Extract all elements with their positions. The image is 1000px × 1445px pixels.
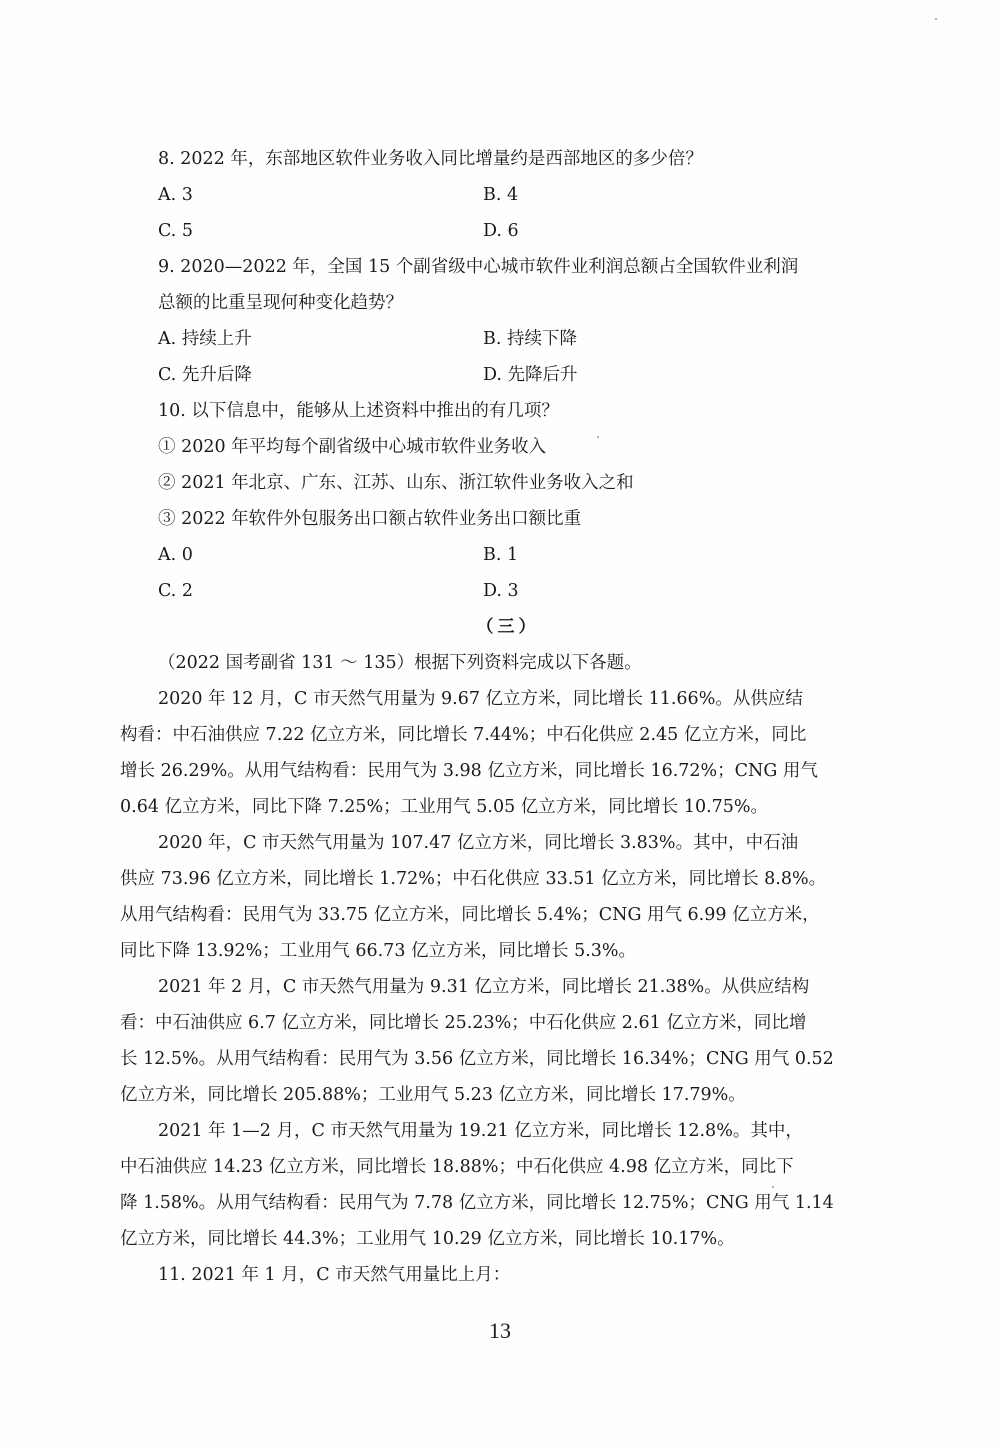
option-d: D. 3 [483,581,519,601]
option-c: C. 先升后降 [158,365,252,385]
passage-line: 从用气结构看：民用气为 33.75 亿立方米，同比增长 5.4%；CNG 用气 6.99 亿立方米， [120,905,820,925]
scan-speck [597,436,599,438]
question-10-stem: 10. 以下信息中，能够从上述资料中推出的有几项？ [158,401,559,421]
option-c: C. 2 [158,581,194,601]
question-10-options-row-2 [158,573,858,609]
question-11-stem: 11. 2021 年 1 月，C 市天然气用量比上月： [158,1265,511,1285]
section-intro: （2022 国考副省 131 ～ 135）根据下列资料完成以下各题。 [158,653,642,673]
option-a: A. 3 [158,185,193,205]
option-b: B. 持续下降 [483,329,577,349]
scan-speck [935,18,937,20]
question-9-stem-line-2: 总额的比重呈现何种变化趋势？ [158,293,403,313]
option-b: B. 1 [483,545,519,565]
passage-2 [120,825,858,969]
question-10-item-2: ② 2021 年北京、广东、江苏、山东、浙江软件业务收入之和 [158,473,634,493]
question-9-options-row-2 [158,357,858,393]
question-9-options-row-1 [158,321,858,357]
passage-line: 2021 年 1—2 月，C 市天然气用量为 19.21 亿立方米，同比增长 12.8%。其中， [158,1121,803,1141]
passage-line: 2020 年 12 月，C 市天然气用量为 9.67 亿立方米，同比增长 11.66%。从供应结 [158,689,803,709]
passage-3 [120,969,858,1113]
passage-line: 同比下降 13.92%；工业用气 66.73 亿立方米，同比增长 5.3%。 [120,941,637,961]
option-d: D. 6 [483,221,519,241]
passage-line: 看：中石油供应 6.7 亿立方米，同比增长 25.23%；中石化供应 2.61 亿立方米，同比增 [120,1013,807,1033]
option-a: A. 0 [158,545,193,565]
passage-line: 供应 73.96 亿立方米，同比增长 1.72%；中石化供应 33.51 亿立方米，同比增长 8.8%。 [120,869,827,889]
passage-line: 0.64 亿立方米，同比下降 7.25%；工业用气 5.05 亿立方米，同比增长 10.75%。 [120,797,769,817]
option-a: A. 持续上升 [158,329,252,349]
question-8-options-row-2 [158,213,858,249]
option-d: D. 先降后升 [483,365,578,385]
option-b: B. 4 [483,185,519,205]
passage-line: 2021 年 2 月，C 市天然气用量为 9.31 亿立方米，同比增长 21.38%。从供应结构 [158,977,810,997]
question-10-options-row-1 [158,537,858,573]
passage-line: 亿立方米，同比增长 205.88%；工业用气 5.23 亿立方米，同比增长 17.79%。 [120,1085,746,1105]
passage-line: 2020 年，C 市天然气用量为 107.47 亿立方米，同比增长 3.83%。其中，中石油 [158,833,799,853]
passage-4 [120,1113,858,1257]
passage-line: 降 1.58%。从用气结构看：民用气为 7.78 亿立方米，同比增长 12.75%；CNG 用气 1.14 [120,1193,834,1213]
section-heading: （三） [476,617,540,637]
question-9-stem-line-1: 9. 2020—2022 年，全国 15 个副省级中心城市软件业利润总额占全国软件业利润 [158,257,799,277]
passage-line: 亿立方米，同比增长 44.3%；工业用气 10.29 亿立方米，同比增长 10.17%。 [120,1229,735,1249]
passage-1 [120,681,858,825]
option-c: C. 5 [158,221,194,241]
question-10-item-1: ① 2020 年平均每个副省级中心城市软件业务收入 [158,437,547,457]
question-8-stem: 8. 2022 年，东部地区软件业务收入同比增量约是西部地区的多少倍？ [158,149,703,169]
passage-line: 构看：中石油供应 7.22 亿立方米，同比增长 7.44%；中石化供应 2.45 亿立方米，同比 [120,725,807,745]
passage-line: 增长 26.29%。从用气结构看：民用气为 3.98 亿立方米，同比增长 16.72%；CNG 用气 [120,761,818,781]
page-number: 13 [489,1318,511,1343]
page-content [120,141,858,1293]
scan-speck [772,1186,774,1188]
question-10-item-3: ③ 2022 年软件外包服务出口额占软件业务出口额比重 [158,509,582,529]
passage-line: 长 12.5%。从用气结构看：民用气为 3.56 亿立方米，同比增长 16.34%；CNG 用气 0.52 [120,1049,834,1069]
question-8-options-row-1 [158,177,858,213]
passage-line: 中石油供应 14.23 亿立方米，同比增长 18.88%；中石化供应 4.98 亿立方米，同比下 [120,1157,794,1177]
